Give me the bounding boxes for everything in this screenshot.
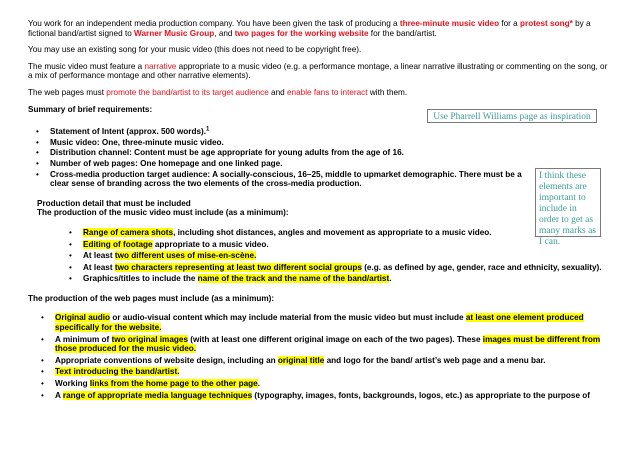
summary-heading: Summary of brief requirements: [28, 104, 153, 114]
list-item: • At least two characters representing at least two different social groups (e.g. as defined by age, gender, race and ethnicity, sexuality). [83, 263, 613, 273]
list-item: • Appropriate conventions of website design, including an original title and logo for the band/ artist’s web page and a menu bar. [55, 356, 613, 366]
list-item: • A minimum of two original images (with at least one different original image on each of the two pages). These images must be different from those produced for the music video. [55, 335, 613, 354]
production-detail-subheading: The production of the music video must include (as a minimum): [37, 208, 289, 218]
list-item: • Graphics/titles to include the name of the track and the name of the band/artist. [83, 274, 613, 284]
list-item: • Music video: One, three-minute music video. [50, 138, 613, 148]
highlight-narrative: narrative [144, 61, 177, 71]
web-requirements-list [28, 313, 613, 400]
list-item: • A range of appropriate media language techniques (typography, images, fonts, backgrounds, logos, etc.) as appropriate to the purpose of [55, 391, 613, 401]
list-item: • Number of web pages: One homepage and one linked page. [50, 159, 613, 169]
highlight-protest-song: protest song* [520, 19, 573, 28]
list-item: • Statement of Intent (approx. 500 words).$^1$ [50, 127, 613, 137]
requirements-list [28, 127, 613, 189]
brief-document [28, 19, 613, 402]
highlight-interact: enable fans to interact [286, 87, 368, 97]
intro-paragraph-1: You work for an independent media production company. You have been given the task of producing a three-minute music video for a protest song* by a fictional band/artist signed to Warner Music Group, and two pages for the working website for the band/artist. [28, 19, 591, 38]
inspiration-comment-box[interactable]: Use Pharrell Williams page as inspiration [427, 109, 597, 123]
production-detail-heading: Production detail that must be included [37, 198, 191, 208]
important-comment-box[interactable]: I think these elements are important to include in order to get as many marks as I can. [535, 168, 601, 237]
highlight-web-pages: two pages for the working website [234, 28, 369, 38]
list-item: • Range of camera shots, including shot distances, angles and movement as appropriate to a music video. [83, 228, 613, 238]
list-item: • Cross-media production target audience: A socially-conscious, 16–25, middle to upmarket demographic. There must be a clear sense of branding across the two elements of the cross-media production. [50, 170, 540, 189]
video-requirements-list [28, 228, 613, 284]
intro-paragraph-4: The web pages must promote the band/artist to its target audience and enable fans to interact with them. [28, 87, 408, 97]
web-pages-heading: The production of the web pages must include (as a minimum): [28, 293, 275, 303]
highlight-promote: promote the band/artist to its target audience [106, 87, 269, 97]
list-item: • Original audio or audio-visual content which may include material from the music video but must include at least one element produced specifically for the website. [55, 313, 613, 332]
intro-paragraph-3: The music video must feature a narrative appropriate to a music video (e.g. a performance montage, a linear narrative illustrating or commenting on the song, or a mix of performance montage and other narrative elements). [28, 61, 608, 81]
list-item: • Distribution channel: Content must be age appropriate for young adults from the age of 16. [50, 148, 613, 158]
list-item: • Working links from the home page to the other page. [55, 379, 613, 389]
list-item: • Text introducing the band/artist. [55, 367, 613, 377]
highlight-label: Warner Music Group [134, 28, 215, 38]
highlight-music-video: three-minute music video [399, 19, 500, 28]
list-item: • Editing of footage appropriate to a music video. [83, 240, 613, 250]
intro-paragraph-2: You may use an existing song for your music video (this does not need to be copyright free). [28, 45, 362, 55]
list-item: • At least two different uses of mise-en-scène. [83, 251, 613, 261]
